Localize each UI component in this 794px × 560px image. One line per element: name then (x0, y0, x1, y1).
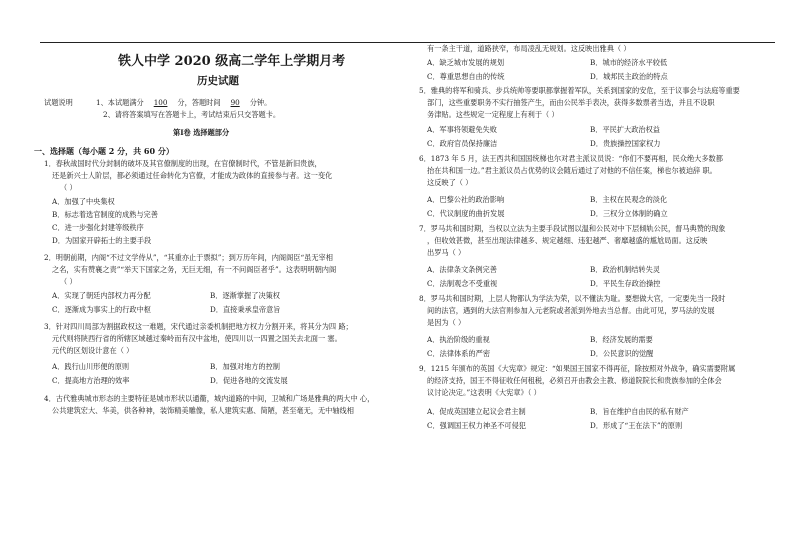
q7-option: C．法制观念不受重视 (427, 279, 498, 288)
q7-line: ，但收效甚微，甚至出现法律越多、规定越细、违犯越严、奢靡越盛的尴尬局面。这反映 (427, 236, 708, 245)
note1-text-c: 分钟。 (249, 98, 272, 107)
note1-text-b: 分，答题时间 (177, 98, 221, 107)
q8-line: 是因为（ ） (427, 318, 466, 327)
q7-line: 7．罗马共和国时期，当权以立法为主要手段试图以温和公民对中下层倾轨公民，督马典赞的现象 (419, 224, 726, 233)
q5-line: 务津贴。这些规定一定程度上有利于（ ） (427, 110, 559, 119)
q8-line: 间的法官，遇到的大法官则参加入元老院或者派到外地去当总督。由此可见，罗马法的发展 (427, 306, 715, 315)
exam-subtitle: 历史试题 (197, 75, 239, 87)
q6-option: B．主权在民观念的淡化 (590, 195, 668, 204)
q5-option: A．军事将领避免失败 (427, 125, 497, 134)
q4-option: B．城市的经济水平较低 (590, 58, 668, 67)
q1-option: D．为国家开辟拓士的主要手段 (52, 236, 152, 245)
exam-note-1 (96, 98, 271, 108)
q2-option: C．逐渐成为事实上的行政中枢 (52, 305, 151, 314)
q4-line: 公共建筑宏大、华美，供各种神，装饰精美雕像，私人建筑实惠、简陋，甚至毫无，无中轴线相 (52, 406, 354, 415)
q6-line: 抬在共和国一边。”君主派议员占优势的议会随后通过了对他的不信任案，梯也尔被迫辞 职。 (427, 166, 717, 175)
q1-option: B．标志着选官制度的成熟与完善 (52, 210, 158, 219)
q5-line: 部门，这些重要职务不实行抽签产生，而由公民举手表决，获得多数票者当选，并且不设职 (427, 98, 715, 107)
exam-note-2: 2、请将答案填写在答题卡上，考试结束后只交答题卡。 (103, 110, 281, 119)
q2-option: B．逐渐掌握了决策权 (210, 291, 280, 300)
q8-option: B．经济发展的需要 (590, 335, 653, 344)
q3-option: C．提高地方治理的效率 (52, 376, 130, 385)
q1-line: 还是新兴士人阶层，都必须通过任命转化为官僚，才能成为政体的直接参与者。这一变化 (52, 171, 333, 180)
q7-option: D．平民生存政治操控 (590, 279, 661, 288)
q6-line: 这反映了（ ） (427, 178, 473, 187)
q6-option: D．三权分立体制的确立 (590, 209, 668, 218)
note1-score: 100 (153, 98, 168, 107)
q7-option: A．法律条文条例完善 (427, 265, 497, 274)
q4-option: C．尊重思想自由的传统 (427, 72, 505, 81)
q4-line: 4．古代雅典城市形态的主要特征是城市形状以通衢，城内道路的中间，卫城和广场是雅典的两大中 心， (44, 394, 375, 403)
q9-option: B．旨在维护自由民的私有财产 (590, 407, 689, 416)
q3-option: B．加强对地方的控制 (210, 362, 280, 371)
q7-option: B．政治机制结转失灵 (590, 265, 660, 274)
q9-line: 9．1215 年颁布的英国《大宪章》规定：“如果国王国家不得再征，除按照对外战争，确实需要附属 (419, 364, 736, 373)
note1-time: 90 (230, 98, 240, 107)
q8-line: 8．罗马共和国时期，上层人物都认为学法为荣，以不懂法为耻。要想做大官，一定要先当一段时 (419, 294, 726, 303)
q9-line: 的经济支持，国王不得征收任何租税，必须召开由教会主教、修道院院长和贵族参加的全体会 (427, 376, 722, 385)
q9-option: A．促成英国建立起议会君主制 (427, 407, 526, 416)
q7-line: 出罗马（ ） (427, 248, 466, 257)
q3-option: D．促进各地的交流发展 (210, 376, 288, 385)
exam-title: 铁人中学 2020 级高二学年上学期月考 (118, 54, 346, 69)
q5-option: C．政府官员保持廉洁 (427, 139, 498, 148)
section-heading: 一、选择题（每小题 2 分，共 60 分） (34, 146, 174, 156)
q2-line: （ ） (60, 277, 77, 286)
q1-option: A．加强了中央集权 (52, 197, 115, 206)
q2-option: D．直接秉承皇帝意旨 (210, 305, 281, 314)
q4-option: A．缺乏城市发展的规划 (427, 58, 505, 67)
q2-line: 2．明朝前期，内阁“不过文学侍从”，“其重亦止于票拟”；到万历年间，内阁阁臣“虽无宰相 (44, 253, 333, 262)
q4-option: D．城邦民主政治的特点 (590, 72, 668, 81)
q2-option: A．实现了朝廷内部权力再分配 (52, 291, 151, 300)
part-title: 第Ⅰ卷 选择题部分 (173, 128, 230, 137)
q2-line: 之名，实有赞襄之责”“举天下国家之务，无巨无细，有一不问阁臣者乎”。这表明明朝内阁 (52, 265, 337, 274)
q3-option: A．践行山川形便的原则 (52, 362, 130, 371)
q5-option: B．平民扩大政治权益 (590, 125, 660, 134)
q8-option: C．法律体系的严密 (427, 349, 491, 358)
q9-line: 议讨论决定。”这表明《大宪章》（ ） (427, 388, 541, 397)
q3-line: 元代则将陕西行省的所辖区域越过秦岭而有汉中盆地，使四川以一四置之国关去北面一 塞。 (52, 334, 342, 343)
q9-option: C．强调国王权力神圣不可侵犯 (427, 421, 526, 430)
q6-option: A．巴黎公社的政治影响 (427, 195, 505, 204)
q6-option: C．代议制度的曲折发展 (427, 209, 505, 218)
q3-line: 元代的区划设计意在（ ） (52, 346, 134, 355)
q5-option: D．贵族操控国家权力 (590, 139, 661, 148)
exam-note-label: 试题说明 (44, 98, 73, 107)
note1-text-a: 1、本试题满分 (96, 98, 144, 107)
q1-option: C．进一步强化封建等级秩序 (52, 223, 144, 232)
q6-line: 6．1873 年 5 月，法王西共和国国统梯也尔对君主派议员说：“你们不要再相，民众绝大多数都 (419, 154, 723, 163)
q4-cont-line: 有一条主干道，道路狭窄，布局凌乱无规划。这反映出雅典（ ） (427, 44, 631, 53)
q8-option: A．执治阶级的重视 (427, 335, 490, 344)
q1-line: （ ） (60, 183, 77, 192)
q8-option: D．公民意识的觉醒 (590, 349, 654, 358)
top-rule (40, 42, 775, 43)
q1-line: 1．春秋战国时代分封制的破坏及其官僚制度的出现，在官僚制时代，不管是新旧贵族， (44, 159, 322, 168)
q9-option: D．形成了“王在法下”的原则 (590, 421, 683, 430)
q5-line: 5．雅典的将军和骑兵、步兵统帅等要职都掌握着军队，关系到国家的安危，至于议事会与法庭等重要 (419, 86, 740, 95)
q3-line: 3．针对四川局部为割据政权这一难题，宋代通过亲委机制把地方权力分割开来，将其分为四 路； (44, 322, 353, 331)
